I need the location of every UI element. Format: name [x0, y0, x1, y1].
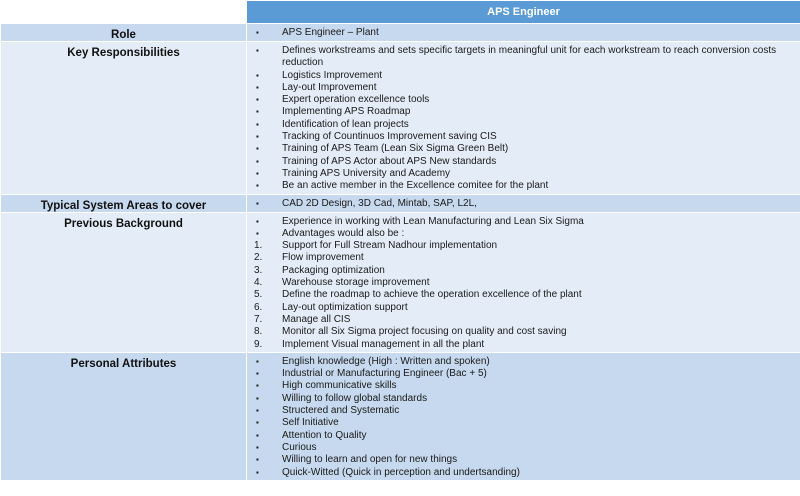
- list-item-text: Define the roadmap to achieve the operation excellence of the plant: [282, 289, 582, 301]
- list-marker: ▪: [256, 46, 259, 55]
- section-row: [1, 24, 800, 42]
- list-marker: ▪: [256, 95, 259, 105]
- list-marker: 5.: [254, 289, 263, 301]
- list-item: [247, 467, 796, 479]
- list-item: [247, 45, 796, 70]
- list-marker: 9.: [254, 338, 263, 350]
- list-marker: ▪: [256, 28, 259, 37]
- list-item-text: Lay-out optimization support: [282, 301, 408, 313]
- list-item: [247, 454, 796, 466]
- list-item-text: Structered and Systematic: [282, 405, 400, 417]
- list-marker: ▪: [256, 82, 259, 92]
- list-item-text: Flow improvement: [282, 252, 364, 264]
- list-item-text: Quick-Witted (Quick in perception and undertsanding): [282, 466, 520, 478]
- list-item-text: Industrial or Manufacturing Engineer (Bac + 5): [282, 368, 487, 380]
- list-item-text: Warehouse storage improvement: [282, 277, 430, 289]
- list-marker: ▪: [256, 107, 259, 117]
- list-item: [247, 198, 796, 210]
- list-marker: ▪: [256, 406, 259, 416]
- list-item: [247, 417, 796, 429]
- list-item-text: Implement Visual management in all the plant: [282, 338, 485, 350]
- list-item: [247, 393, 796, 405]
- list-item-text: Training APS University and Academy: [282, 167, 451, 179]
- list-item-text: English knowledge (High : Written and spoken): [282, 355, 490, 367]
- list-marker: 2.: [254, 252, 263, 264]
- list-item-text: Curious: [282, 441, 317, 453]
- item-list: [247, 213, 800, 352]
- section-content: [247, 212, 800, 352]
- list-item: [247, 180, 796, 192]
- list-item: [247, 240, 796, 252]
- list-item-text: Manage all CIS: [282, 313, 351, 325]
- section-content: [247, 24, 800, 42]
- list-marker: ▪: [256, 356, 259, 366]
- list-item-text: APS Engineer – Plant: [282, 27, 379, 38]
- item-list: [247, 195, 800, 211]
- list-marker: 7.: [254, 313, 263, 325]
- list-item-text: CAD 2D Design, 3D Cad, Mintab, SAP, L2L,: [282, 197, 477, 209]
- list-item: [247, 326, 796, 338]
- section-row: [1, 42, 800, 195]
- list-marker: ▪: [256, 181, 259, 191]
- list-marker: ▪: [256, 455, 259, 465]
- list-item: [247, 27, 796, 39]
- list-item-text: Training of APS Team (Lean Six Sigma Green Belt): [282, 143, 509, 155]
- list-marker: ▪: [256, 119, 259, 129]
- list-item-text: Willing to follow global standards: [282, 392, 428, 404]
- list-marker: 1.: [254, 240, 263, 252]
- list-item: [247, 339, 796, 351]
- section-label: Personal Attributes: [1, 352, 247, 480]
- item-list: [247, 353, 800, 480]
- list-item-text: Monitor all Six Sigma project focusing on quality and cost saving: [282, 326, 567, 338]
- list-item: [247, 356, 796, 368]
- section-content: [247, 352, 800, 480]
- list-marker: ▪: [256, 442, 259, 452]
- section-label: Key Responsibilities: [1, 42, 247, 195]
- list-marker: ▪: [256, 156, 259, 166]
- list-item-text: Implementing APS Roadmap: [282, 106, 411, 118]
- list-item-text: Self Initiative: [282, 417, 339, 429]
- list-marker: ▪: [256, 144, 259, 154]
- list-item: [247, 228, 796, 240]
- item-list: [247, 24, 800, 40]
- list-item-text: Defines workstreams and sets specific targets in meaningful unit for each workstream to reach conversion costs reduction: [282, 45, 777, 69]
- list-marker: ▪: [256, 70, 259, 80]
- list-item-text: Attention to Quality: [282, 429, 367, 441]
- section-content: [247, 42, 800, 195]
- section-label: Previous Background: [1, 212, 247, 352]
- list-item: [247, 380, 796, 392]
- list-marker: ▪: [256, 198, 259, 208]
- list-marker: ▪: [256, 228, 259, 238]
- list-item: [247, 216, 796, 228]
- list-item: [247, 368, 796, 380]
- list-item: [247, 106, 796, 118]
- list-item: [247, 277, 796, 289]
- list-item-text: Willing to learn and open for new things: [282, 454, 458, 466]
- list-marker: ▪: [256, 393, 259, 403]
- list-marker: ▪: [256, 168, 259, 178]
- list-marker: ▪: [256, 467, 259, 477]
- header-title: APS Engineer: [247, 1, 800, 24]
- section-content: [247, 194, 800, 212]
- list-item: [247, 265, 796, 277]
- list-item-text: Be an active member in the Excellence comitee for the plant: [282, 180, 549, 192]
- list-item: [247, 94, 796, 106]
- section-row: [1, 194, 800, 212]
- list-marker: ▪: [256, 381, 259, 391]
- list-marker: ▪: [256, 369, 259, 379]
- list-item: [247, 430, 796, 442]
- list-marker: ▪: [256, 430, 259, 440]
- list-item: [247, 442, 796, 454]
- list-marker: ▪: [256, 216, 259, 226]
- list-item-text: Experience in working with Lean Manufacturing and Lean Six Sigma: [282, 215, 584, 227]
- list-marker: 3.: [254, 264, 263, 276]
- list-item-text: Logistics Improvement: [282, 69, 383, 81]
- list-item-text: Identification of lean projects: [282, 118, 409, 130]
- list-item-text: Support for Full Stream Nadhour implementation: [282, 240, 498, 252]
- list-item-text: Packaging optimization: [282, 264, 385, 276]
- list-marker: ▪: [256, 418, 259, 428]
- list-item: [247, 156, 796, 168]
- list-item-text: Expert operation excellence tools: [282, 94, 430, 106]
- list-marker: 8.: [254, 326, 263, 338]
- header-blank-cell: [1, 1, 247, 24]
- list-item: [247, 119, 796, 131]
- header-row: [1, 1, 800, 24]
- list-item-text: Tracking of Countinuos Improvement saving CIS: [282, 131, 497, 143]
- list-item: [247, 302, 796, 314]
- section-label: Role: [1, 24, 247, 42]
- list-marker: ▪: [256, 132, 259, 142]
- section-label: Typical System Areas to cover: [1, 194, 247, 212]
- list-item: [247, 131, 796, 143]
- list-item-text: Lay-out Improvement: [282, 81, 377, 93]
- list-marker: 6.: [254, 301, 263, 313]
- list-item: [247, 314, 796, 326]
- list-item: [247, 82, 796, 94]
- list-item: [247, 143, 796, 155]
- list-item: [247, 70, 796, 82]
- item-list: [247, 42, 800, 194]
- list-item: [247, 405, 796, 417]
- list-marker: 4.: [254, 277, 263, 289]
- list-item-text: Training of APS Actor about APS New standards: [282, 155, 497, 167]
- list-item-text: Advantages would also be :: [282, 227, 405, 239]
- list-item: [247, 252, 796, 264]
- list-item: [247, 289, 796, 301]
- list-item: [247, 168, 796, 180]
- list-item-text: High communicative skills: [282, 380, 397, 392]
- section-row: [1, 212, 800, 352]
- section-row: [1, 352, 800, 480]
